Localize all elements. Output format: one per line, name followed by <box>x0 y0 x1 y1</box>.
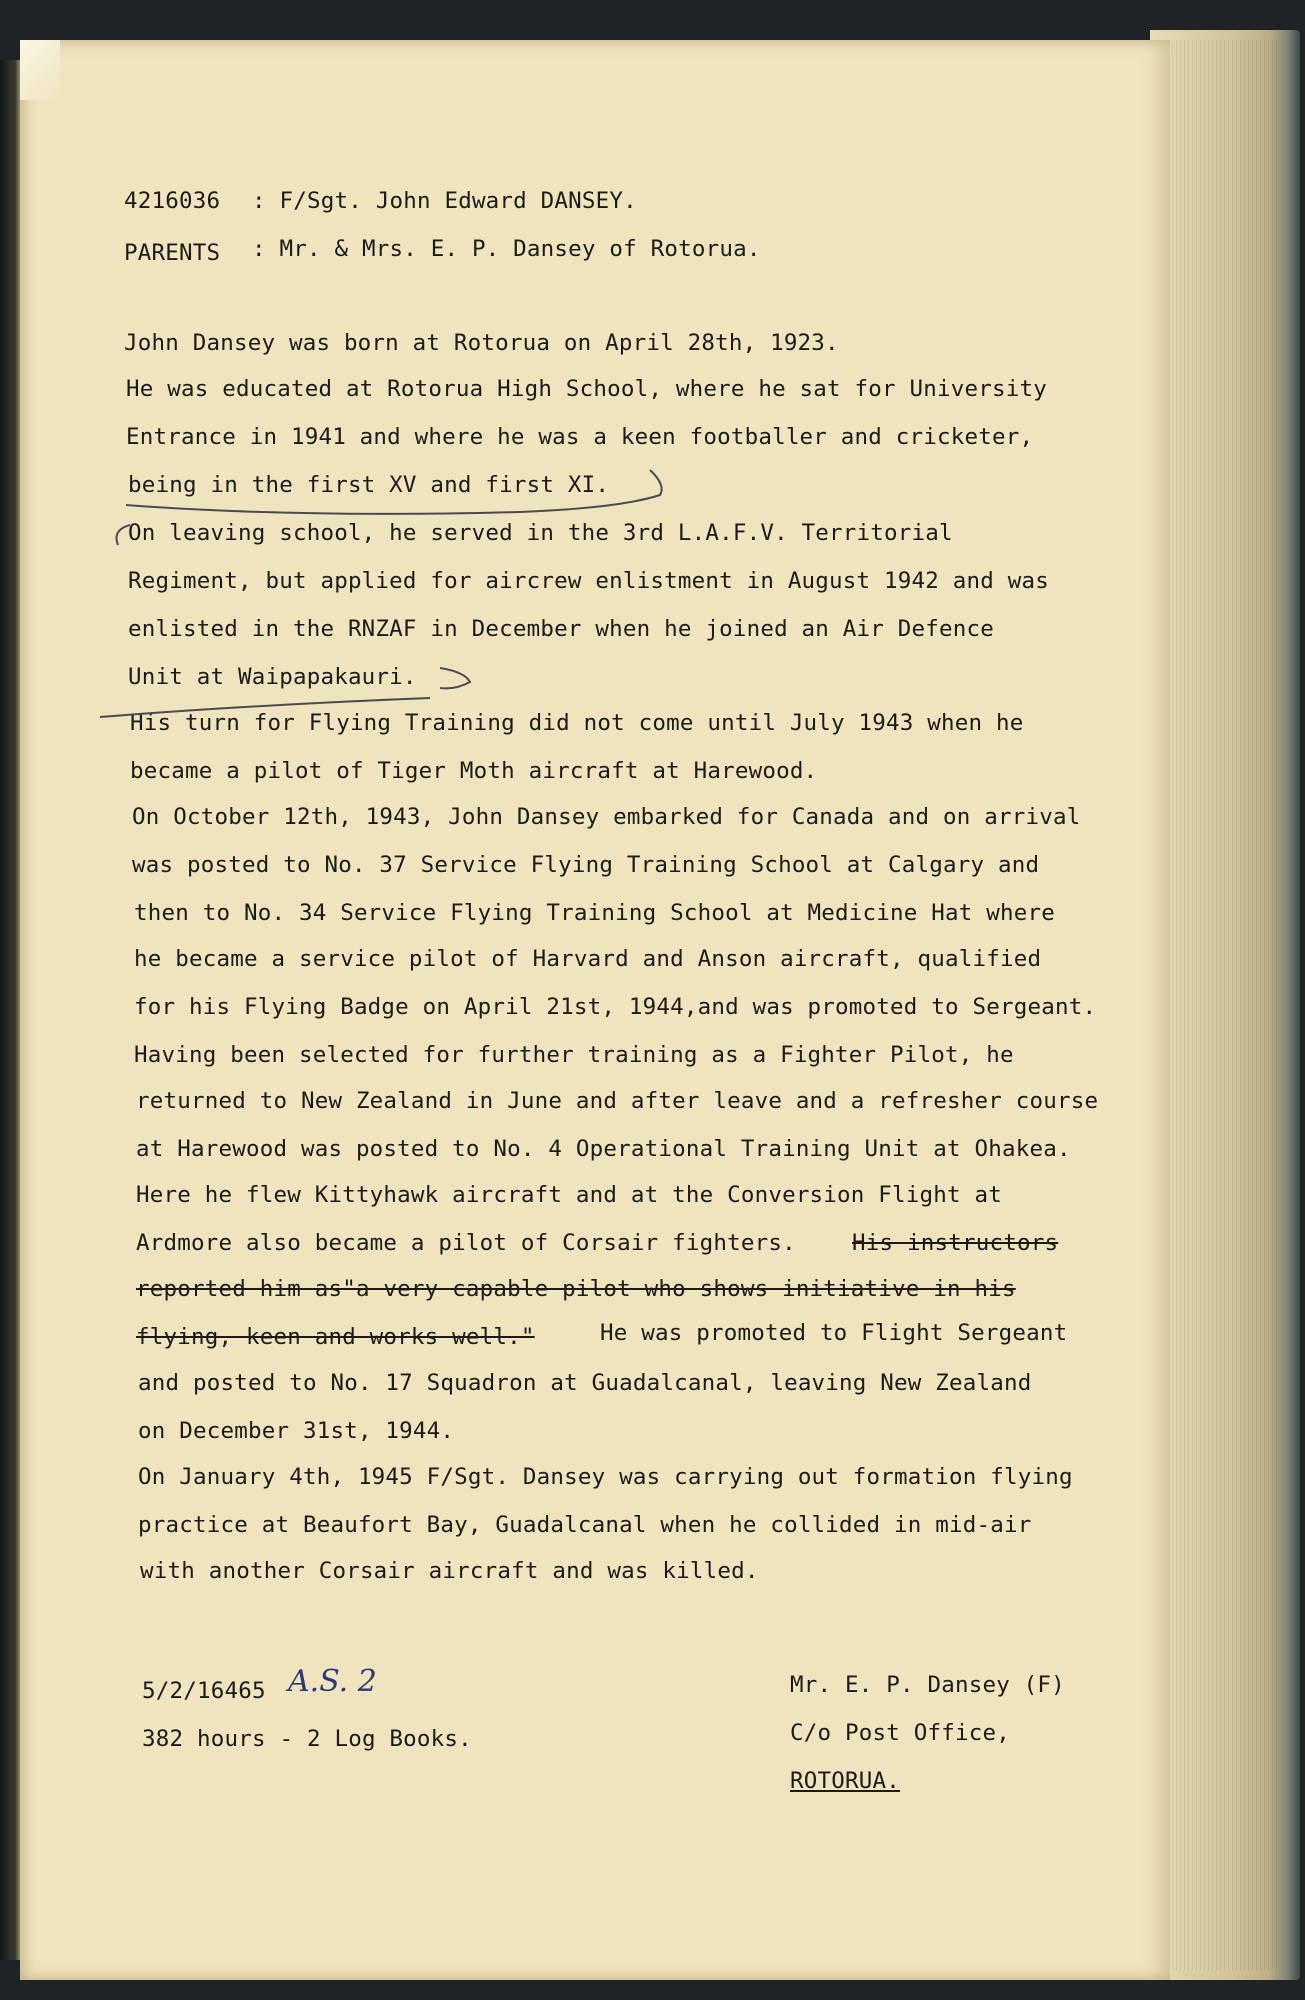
address-line: Mr. E. P. Dansey (F) <box>790 1672 1065 1698</box>
handwritten-note: A.S. 2 <box>288 1664 377 1699</box>
body-line: on December 31st, 1944. <box>138 1418 455 1444</box>
body-line: and posted to No. 17 Squadron at Guadalcanal, leaving New Zealand <box>138 1370 1032 1396</box>
name-line: : F/Sgt. John Edward DANSEY. <box>252 188 637 214</box>
body-line: then to No. 34 Service Flying Training School at Medicine Hat where <box>134 900 1055 926</box>
body-line: at Harewood was posted to No. 4 Operational Training Unit at Ohakea. <box>136 1136 1071 1162</box>
body-line: John Dansey was born at Rotorua on April 28th, 1923. <box>124 330 839 356</box>
address-line: C/o Post Office, <box>790 1720 1010 1746</box>
body-line: Unit at Waipapakauri. <box>128 664 417 690</box>
body-line: became a pilot of Tiger Moth aircraft at Harewood. <box>130 758 818 784</box>
body-line: On October 12th, 1943, John Dansey embarked for Canada and on arrival <box>132 804 1081 830</box>
body-line: Entrance in 1941 and where he was a keen footballer and cricketer, <box>126 424 1034 450</box>
body-line: he became a service pilot of Harvard and Anson aircraft, qualified <box>134 946 1042 972</box>
body-line: Regiment, but applied for aircrew enlistment in August 1942 and was <box>128 568 1049 594</box>
adjacent-page-edge <box>0 60 22 1960</box>
body-line: His turn for Flying Training did not come until July 1943 when he <box>130 710 1024 736</box>
body-line: returned to New Zealand in June and after leave and a refresher course <box>136 1088 1099 1114</box>
body-line: He was educated at Rotorua High School, where he sat for University <box>126 376 1047 402</box>
address-line: ROTORUA. <box>790 1768 900 1794</box>
body-line: was posted to No. 37 Service Flying Training School at Calgary and <box>132 852 1040 878</box>
file-reference: 5/2/16465 <box>142 1678 266 1704</box>
body-line: Having been selected for further training as a Fighter Pilot, he <box>134 1042 1014 1068</box>
struck-text: flying, keen and works well." <box>136 1324 535 1350</box>
body-line: for his Flying Badge on April 21st, 1944,and was promoted to Sergeant. <box>134 994 1097 1020</box>
parents-label: PARENTS <box>124 240 221 266</box>
body-line: Here he flew Kittyhawk aircraft and at the Conversion Flight at <box>136 1182 1003 1208</box>
service-number: 4216036 <box>124 188 221 214</box>
body-line: He was promoted to Flight Sergeant <box>600 1320 1068 1346</box>
parents-value: : Mr. & Mrs. E. P. Dansey of Rotorua. <box>252 236 761 262</box>
struck-text: His instructors <box>852 1230 1059 1256</box>
body-line: practice at Beaufort Bay, Guadalcanal when he collided in mid-air <box>138 1512 1032 1538</box>
body-line: On leaving school, he served in the 3rd L.A.F.V. Territorial <box>128 520 953 546</box>
body-line: with another Corsair aircraft and was killed. <box>140 1558 759 1584</box>
struck-text: reported him as"a very capable pilot who shows initiative in his <box>136 1276 1016 1302</box>
hours-line: 382 hours - 2 Log Books. <box>142 1726 472 1752</box>
body-line: Ardmore also became a pilot of Corsair fighters. <box>136 1230 796 1256</box>
page-edges-texture <box>1160 40 1280 1970</box>
body-line: enlisted in the RNZAF in December when he joined an Air Defence <box>128 616 995 642</box>
body-line: being in the first XV and first XI. <box>128 472 610 498</box>
body-line: On January 4th, 1945 F/Sgt. Dansey was carrying out formation flying <box>138 1464 1073 1490</box>
